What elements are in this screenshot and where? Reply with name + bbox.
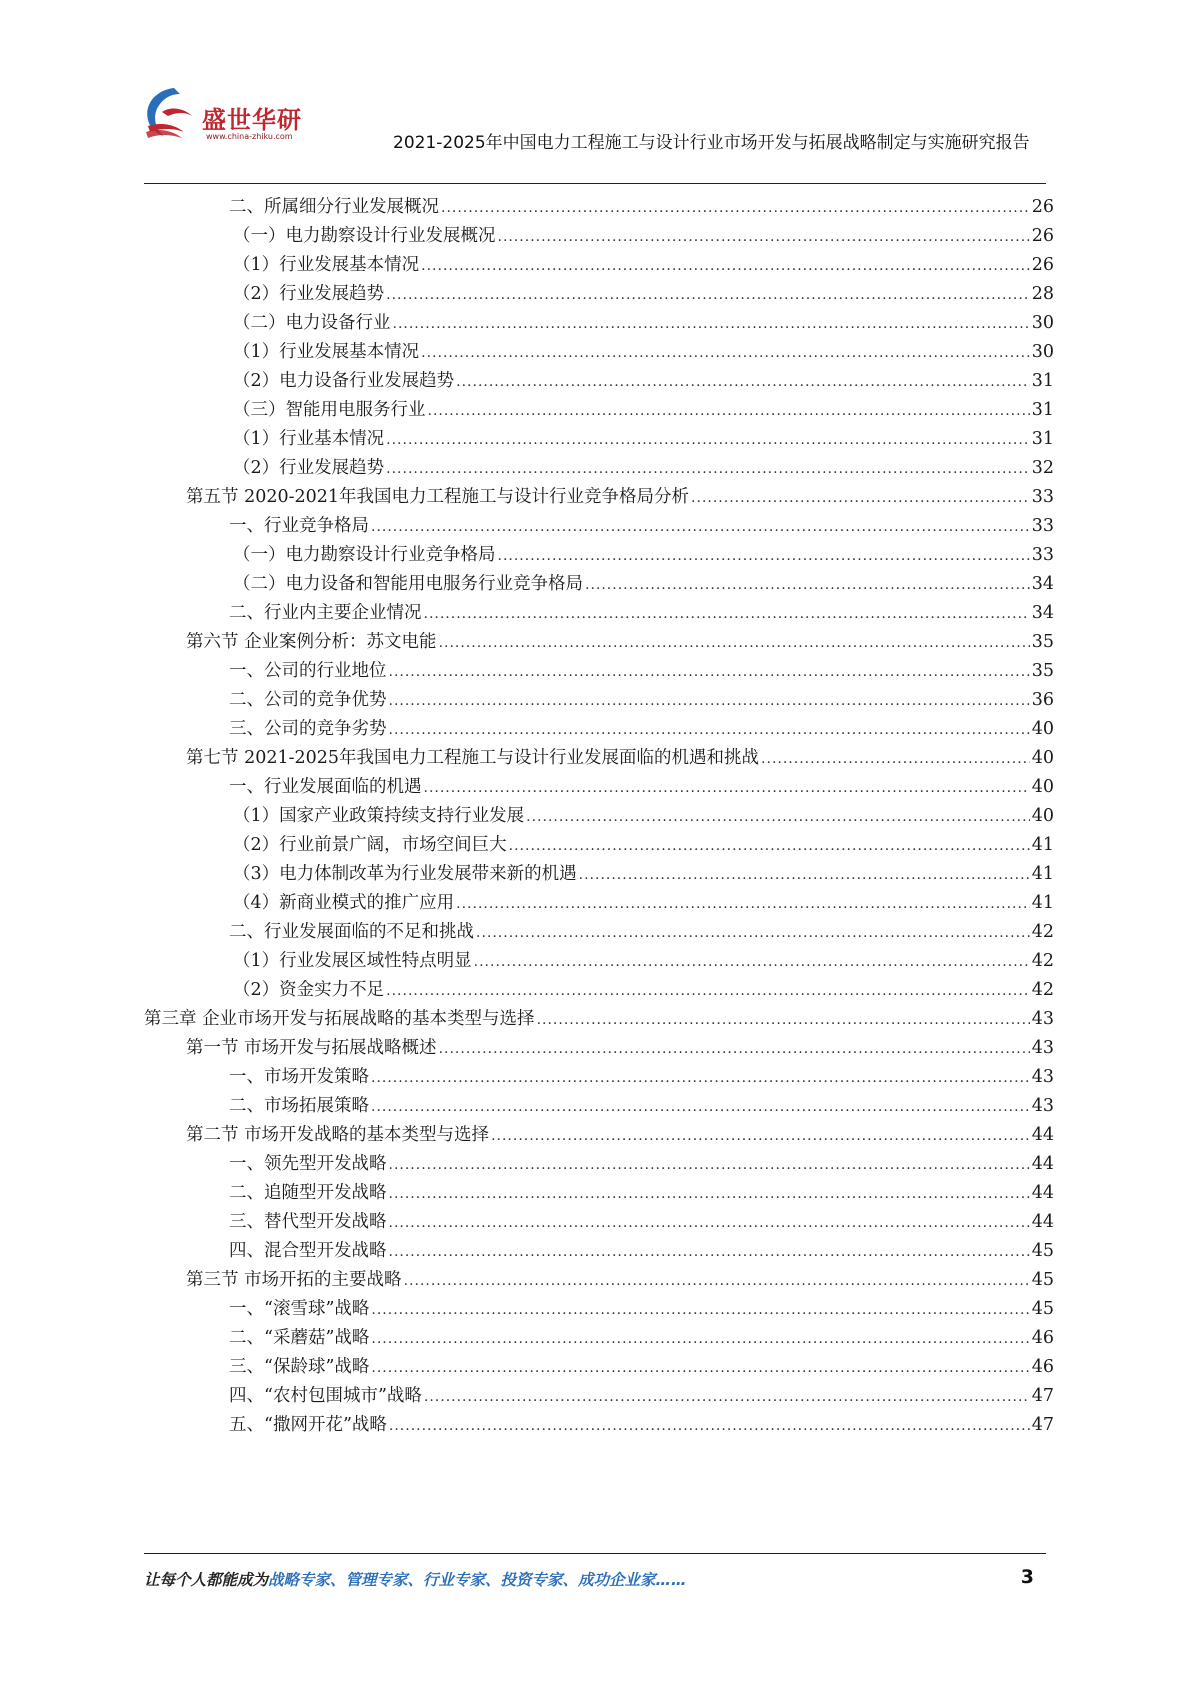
toc-entry-title: （2）电力设备行业发展趋势	[233, 371, 455, 391]
toc-entry[interactable]	[229, 1323, 1054, 1354]
report-title: 2021-2025年中国电力工程施工与设计行业市场开发与拓展战略制定与实施研究报告	[393, 133, 1030, 153]
toc-entry-title: 第五节 2020-2021年我国电力工程施工与设计行业竞争格局分析	[186, 487, 690, 507]
toc-entry-page: 30	[1031, 342, 1054, 362]
toc-entry[interactable]	[233, 279, 1054, 310]
toc-entry[interactable]	[233, 830, 1054, 861]
toc-entry-page: 40	[1031, 777, 1054, 797]
toc-entry-page: 43	[1031, 1096, 1054, 1116]
toc-entry-page: 46	[1031, 1357, 1054, 1377]
toc-dot-leader	[439, 1034, 1030, 1065]
toc-entry-page: 43	[1031, 1038, 1054, 1058]
header-divider	[144, 183, 1046, 184]
toc-entry-title: 三、替代型开发战略	[229, 1212, 387, 1232]
toc-entry[interactable]	[229, 511, 1054, 542]
toc-dot-leader	[476, 918, 1030, 949]
toc-entry[interactable]	[229, 656, 1054, 687]
toc-entry-page: 28	[1031, 284, 1054, 304]
toc-entry[interactable]	[233, 308, 1054, 339]
toc-dot-leader	[386, 425, 1030, 456]
page-number: 3	[1020, 1566, 1034, 1588]
toc-entry-title: 一、行业发展面临的机遇	[229, 777, 422, 797]
toc-dot-leader	[585, 570, 1030, 601]
toc-dot-leader	[404, 1266, 1030, 1297]
toc-entry-title: 四、“农村包围城市”战略	[229, 1386, 422, 1406]
toc-entry[interactable]	[186, 1033, 1054, 1064]
toc-entry-page: 43	[1031, 1067, 1054, 1087]
toc-entry[interactable]	[233, 366, 1054, 397]
toc-entry-title: （2）资金实力不足	[233, 980, 385, 1000]
toc-entry-title: 第三节 市场开拓的主要战略	[186, 1270, 402, 1290]
toc-dot-leader	[441, 193, 1030, 224]
toc-entry-title: （二）电力设备和智能用电服务行业竞争格局	[233, 574, 583, 594]
toc-entry[interactable]	[186, 1120, 1054, 1151]
toc-entry-title: 二、“采蘑菇”战略	[229, 1328, 370, 1348]
toc-entry-page: 47	[1031, 1415, 1054, 1435]
toc-entry[interactable]	[233, 453, 1054, 484]
toc-entry-title: （一）电力勘察设计行业发展概况	[233, 226, 496, 246]
toc-dot-leader	[428, 396, 1030, 427]
toc-entry-page: 44	[1031, 1125, 1054, 1145]
toc-entry-title: 一、行业竞争格局	[229, 516, 369, 536]
toc-entry[interactable]	[229, 1381, 1054, 1412]
toc-entry-page: 31	[1031, 400, 1054, 420]
toc-dot-leader	[456, 889, 1030, 920]
toc-dot-leader	[371, 1063, 1030, 1094]
toc-entry[interactable]	[233, 221, 1054, 252]
toc-entry-page: 36	[1031, 690, 1054, 710]
toc-dot-leader	[389, 1179, 1030, 1210]
toc-entry[interactable]	[233, 424, 1054, 455]
toc-entry-page: 43	[1031, 1009, 1054, 1029]
toc-entry-title: （2）行业发展趋势	[233, 458, 385, 478]
slogan-highlight: 战略专家、管理专家、行业专家、投资专家、成功企业家……	[268, 1571, 687, 1589]
toc-entry-title: （三）智能用电服务行业	[233, 400, 426, 420]
toc-entry-page: 41	[1031, 893, 1054, 913]
toc-entry[interactable]	[233, 888, 1054, 919]
footer-slogan	[144, 1568, 687, 1590]
toc-entry-title: 四、混合型开发战略	[229, 1241, 387, 1261]
toc-entry-title: 五、“撒网开花”战略	[229, 1415, 387, 1435]
toc-dot-leader	[761, 744, 1030, 775]
toc-dot-leader	[421, 338, 1030, 369]
toc-entry-page: 26	[1031, 255, 1054, 275]
logo-name: 盛世华研	[202, 106, 302, 134]
toc-entry-page: 44	[1031, 1212, 1054, 1232]
toc-entry[interactable]	[229, 714, 1054, 745]
toc-dot-leader	[474, 947, 1030, 978]
toc-entry-title: 二、行业发展面临的不足和挑战	[229, 922, 474, 942]
toc-dot-leader	[393, 309, 1030, 340]
toc-entry[interactable]	[233, 975, 1054, 1006]
toc-entry-title: 第二节 市场开发战略的基本类型与选择	[186, 1125, 490, 1145]
toc-dot-leader	[424, 599, 1030, 630]
toc-dot-leader	[498, 541, 1030, 572]
toc-entry[interactable]	[229, 1091, 1054, 1122]
toc-entry[interactable]	[229, 1149, 1054, 1180]
toc-dot-leader	[371, 512, 1030, 543]
toc-entry-page: 46	[1031, 1328, 1054, 1348]
toc-entry-page: 26	[1031, 197, 1054, 217]
toc-dot-leader	[424, 1382, 1030, 1413]
toc-dot-leader	[389, 1150, 1030, 1181]
toc-entry[interactable]	[233, 801, 1054, 832]
toc-entry-title: 二、行业内主要企业情况	[229, 603, 422, 623]
toc-entry[interactable]	[229, 685, 1054, 716]
toc-entry[interactable]	[229, 192, 1054, 223]
toc-dot-leader	[526, 802, 1030, 833]
toc-entry-title: 第六节 企业案例分析：苏文电能	[186, 632, 437, 652]
toc-dot-leader	[456, 367, 1030, 398]
toc-entry[interactable]	[186, 627, 1054, 658]
toc-entry-page: 34	[1031, 574, 1054, 594]
toc-dot-leader	[691, 483, 1030, 514]
toc-entry-title: （一）电力勘察设计行业竞争格局	[233, 545, 496, 565]
toc-dot-leader	[389, 715, 1030, 746]
toc-dot-leader	[371, 1353, 1029, 1384]
toc-entry-page: 33	[1031, 487, 1054, 507]
toc-entry[interactable]	[233, 250, 1054, 281]
toc-entry-title: 一、领先型开发战略	[229, 1154, 387, 1174]
toc-entry[interactable]	[233, 337, 1054, 368]
toc-entry-title: 第七节 2021-2025年我国电力工程施工与设计行业发展面临的机遇和挑战	[186, 748, 760, 768]
footer-divider	[144, 1553, 1046, 1554]
logo-url: www.china-zhiku.com	[206, 132, 293, 141]
toc-dot-leader	[439, 628, 1030, 659]
toc-entry-page: 42	[1031, 980, 1054, 1000]
toc-entry-title: 一、“滚雪球”战略	[229, 1299, 370, 1319]
toc-entry[interactable]	[186, 482, 1054, 513]
toc-entry-page: 42	[1031, 922, 1054, 942]
toc-entry-page: 41	[1031, 835, 1054, 855]
toc-entry-page: 26	[1031, 226, 1054, 246]
toc-dot-leader	[491, 1121, 1030, 1152]
toc-entry-page: 33	[1031, 545, 1054, 565]
toc-entry[interactable]	[233, 859, 1054, 890]
toc-entry[interactable]	[229, 1236, 1054, 1267]
toc-entry-page: 34	[1031, 603, 1054, 623]
toc-entry-title: 二、市场拓展策略	[229, 1096, 369, 1116]
toc-entry-page: 45	[1031, 1270, 1054, 1290]
toc-dot-leader	[371, 1295, 1029, 1326]
toc-entry[interactable]	[229, 1178, 1054, 1209]
toc-dot-leader	[537, 1005, 1030, 1036]
toc-entry-page: 42	[1031, 951, 1054, 971]
toc-entry-title: 一、公司的行业地位	[229, 661, 387, 681]
toc-entry-page: 35	[1031, 632, 1054, 652]
toc-dot-leader	[579, 860, 1030, 891]
slogan-prefix: 让每个人都能成为	[144, 1571, 269, 1589]
toc-entry-title: 三、公司的竞争劣势	[229, 719, 387, 739]
toc-dot-leader	[389, 1208, 1030, 1239]
toc-entry-title: （2）行业前景广阔，市场空间巨大	[233, 835, 507, 855]
toc-dot-leader	[424, 773, 1030, 804]
toc-entry-page: 44	[1031, 1183, 1054, 1203]
toc-entry[interactable]	[229, 917, 1054, 948]
toc-dot-leader	[389, 686, 1030, 717]
toc-entry-title: （2）行业发展趋势	[233, 284, 385, 304]
toc-entry-page: 47	[1031, 1386, 1054, 1406]
toc-entry[interactable]	[144, 1004, 1054, 1035]
toc-entry[interactable]	[229, 1207, 1054, 1238]
toc-dot-leader	[386, 280, 1030, 311]
toc-entry-title: （1）行业基本情况	[233, 429, 385, 449]
toc-entry-title: 一、市场开发策略	[229, 1067, 369, 1087]
toc-entry-title: （3）电力体制改革为行业发展带来新的机遇	[233, 864, 577, 884]
toc-entry-title: （二）电力设备行业	[233, 313, 391, 333]
toc-entry[interactable]	[233, 540, 1054, 571]
toc-entry-title: （1）行业发展区域性特点明显	[233, 951, 472, 971]
toc-entry-page: 30	[1031, 313, 1054, 333]
toc-dot-leader	[386, 454, 1030, 485]
toc-entry[interactable]	[186, 743, 1054, 774]
toc-entry-title: 二、追随型开发战略	[229, 1183, 387, 1203]
toc-dot-leader	[371, 1092, 1030, 1123]
toc-entry[interactable]	[229, 1410, 1054, 1441]
toc-entry-page: 33	[1031, 516, 1054, 536]
toc-entry-page: 45	[1031, 1299, 1054, 1319]
toc-entry-title: （4）新商业模式的推广应用	[233, 893, 455, 913]
toc-entry-page: 32	[1031, 458, 1054, 478]
toc-dot-leader	[389, 1237, 1030, 1268]
toc-entry-title: 二、所属细分行业发展概况	[229, 197, 439, 217]
toc-dot-leader	[389, 657, 1030, 688]
toc-dot-leader	[389, 1411, 1030, 1442]
toc-entry-title: 第一节 市场开发与拓展战略概述	[186, 1038, 437, 1058]
toc-entry[interactable]	[229, 1294, 1054, 1325]
toc-entry[interactable]	[233, 946, 1054, 977]
toc-entry-title: （1）国家产业政策持续支持行业发展	[233, 806, 525, 826]
toc-entry-page: 40	[1031, 719, 1054, 739]
toc-dot-leader	[509, 831, 1030, 862]
toc-dot-leader	[386, 976, 1030, 1007]
toc-entry-title: 二、公司的竞争优势	[229, 690, 387, 710]
toc-entry[interactable]	[233, 569, 1054, 600]
toc-entry-page: 31	[1031, 429, 1054, 449]
toc-dot-leader	[498, 222, 1030, 253]
toc-entry-page: 41	[1031, 864, 1054, 884]
toc-entry[interactable]	[229, 1352, 1054, 1383]
toc-entry[interactable]	[233, 395, 1054, 426]
toc-dot-leader	[421, 251, 1030, 282]
toc-entry-title: 三、“保龄球”战略	[229, 1357, 370, 1377]
toc-entry[interactable]	[229, 598, 1054, 629]
toc-entry-page: 45	[1031, 1241, 1054, 1261]
toc-entry-page: 44	[1031, 1154, 1054, 1174]
toc-entry-page: 40	[1031, 806, 1054, 826]
toc-entry[interactable]	[229, 1062, 1054, 1093]
toc-entry-title: （1）行业发展基本情况	[233, 255, 420, 275]
toc-entry-page: 31	[1031, 371, 1054, 391]
toc-entry-title: （1）行业发展基本情况	[233, 342, 420, 362]
toc-entry-title: 第三章 企业市场开发与拓展战略的基本类型与选择	[144, 1009, 535, 1029]
toc-entry-page: 35	[1031, 661, 1054, 681]
toc-entry[interactable]	[186, 1265, 1054, 1296]
toc-entry[interactable]	[229, 772, 1054, 803]
toc-entry-page: 40	[1031, 748, 1054, 768]
toc-dot-leader	[371, 1324, 1029, 1355]
